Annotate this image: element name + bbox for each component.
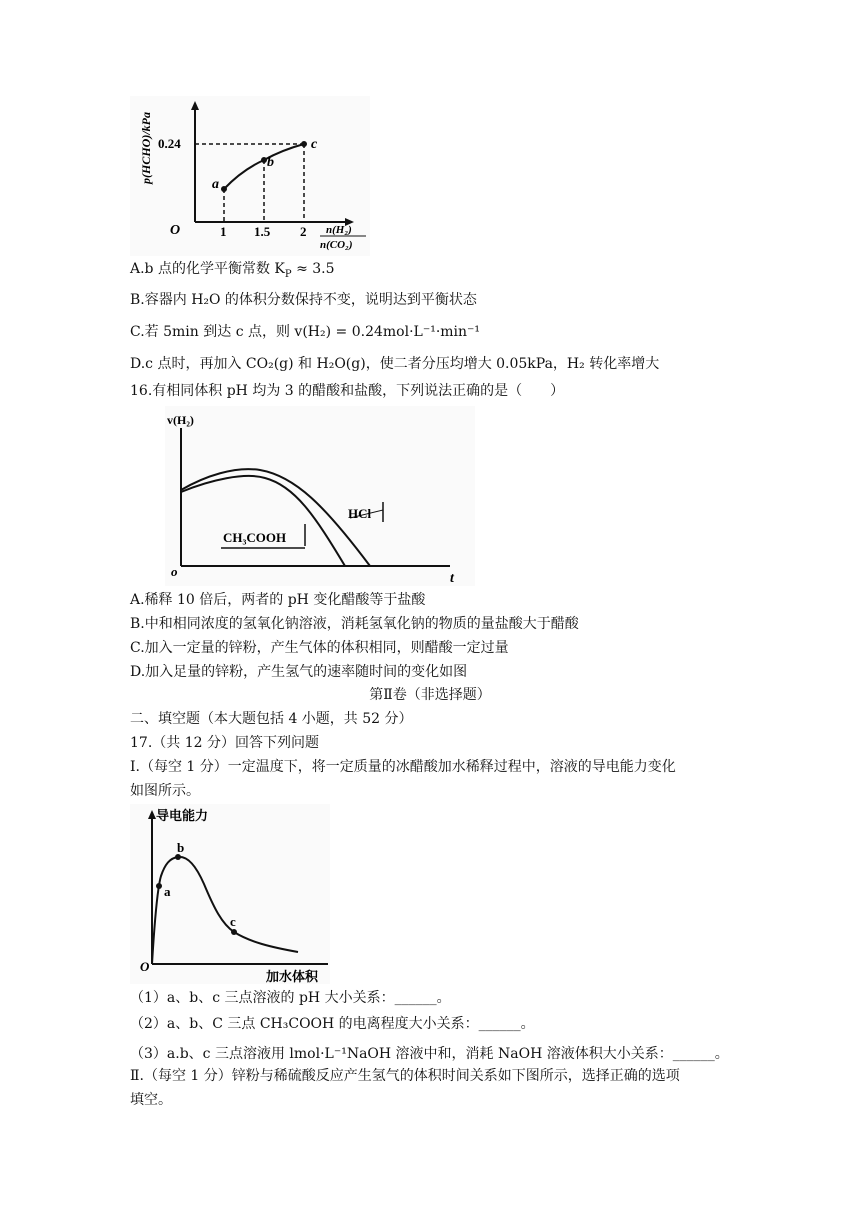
q17-sub2: （2）a、b、C 三点 CH₃COOH 的电离程度大小关系：______。 [130,1016,535,1032]
q15-option-b: B.容器内 H₂O 的体积分数保持不变，说明达到平衡状态 [130,292,477,308]
y-axis-label: 导电能力 [156,809,209,824]
point-a [156,883,162,889]
point-c-label: c [311,137,318,152]
q17-stem: 17.（共 12 分）回答下列问题 [130,735,319,751]
q16-stem: 16.有相同体积 pH 均为 3 的醋酸和盐酸，下列说法正确的是（ ） [130,383,565,399]
y-axis-label: p(HCHO)/kPa [139,112,153,184]
x-axis-label: 加水体积 [266,970,319,985]
q16-option-b: B.中和相同浓度的氢氧化钠溶液，消耗氢氧化钠的物质的量盐酸大于醋酸 [130,616,579,632]
x-tick-2: 2 [300,224,307,239]
q15-option-d: D.c 点时，再加入 CO₂(g) 和 H₂O(g)，使二者分压均增大 0.05kPa，H₂ 转化率增大 [130,356,660,372]
figure-h2-rate [165,406,475,586]
y-tick-label: 0.24 [158,136,181,151]
point-c-label: c [230,914,236,929]
origin-label: o [171,564,178,579]
x-tick-1: 1 [220,224,227,239]
point-b-label: b [177,840,185,855]
y-axis-label: v(H₂) [167,413,194,427]
q17-part1-line2: 如图所示。 [130,783,200,799]
figure-hcho-pressure [130,96,370,256]
x-tick-1.5: 1.5 [254,224,271,239]
point-c [231,929,237,935]
q15-option-c: C.若 5min 到达 c 点，则 v(H₂) = 0.24mol·L⁻¹·min⁻¹ [130,324,481,340]
q15-option-a [130,259,335,285]
q16-option-c: C.加入一定量的锌粉，产生气体的体积相同，则醋酸一定过量 [130,640,509,656]
q17-part2-line1: Ⅱ.（每空 1 分）锌粉与稀硫酸反应产生氢气的体积时间关系如下图所示，选择正确的选项 [130,1068,680,1084]
q17-part1-line1: Ⅰ.（每空 1 分）一定温度下，将一定质量的冰醋酸加水稀释过程中，溶液的导电能力变化 [130,759,676,775]
q17-part2-line2: 填空。 [130,1092,172,1108]
point-b-label: b [267,155,274,170]
label-ch3cooh: CH₃COOH [223,530,287,545]
section-title: 第Ⅱ卷（非选择题） [369,687,491,703]
q17-sub1: （1）a、b、c 三点溶液的 pH 大小关系：______。 [130,990,451,1006]
section-heading: 二、填空题（本大题包括 4 小题，共 52 分） [130,711,413,727]
point-c [301,141,307,147]
q16-option-a: A.稀释 10 倍后，两者的 pH 变化醋酸等于盐酸 [130,592,426,608]
x-label-numerator: n(H₂) [326,224,352,236]
point-a-label: a [212,177,219,192]
origin-label: O [140,959,150,974]
q17-sub3: （3）a.b、c 三点溶液用 lmol·L⁻¹NaOH 溶液中和，消耗 NaOH 溶液体积大小关系：______。 [130,1046,729,1062]
point-a [221,186,227,192]
point-a-label: a [164,884,171,899]
q15-option-a-tail: ≈ 3.5 [291,261,335,277]
q15-option-a-text: A.b 点的化学平衡常数 K [130,261,285,277]
label-hcl: HCl [348,506,372,521]
x-label-denominator: n(CO₂) [320,239,353,251]
x-axis-label: t [450,571,454,586]
q16-option-d: D.加入足量的锌粉，产生氢气的速率随时间的变化如图 [130,664,468,680]
figure-conductivity [130,804,330,984]
origin-label: O [170,223,181,238]
q15-option-a-sub: P [284,268,292,280]
